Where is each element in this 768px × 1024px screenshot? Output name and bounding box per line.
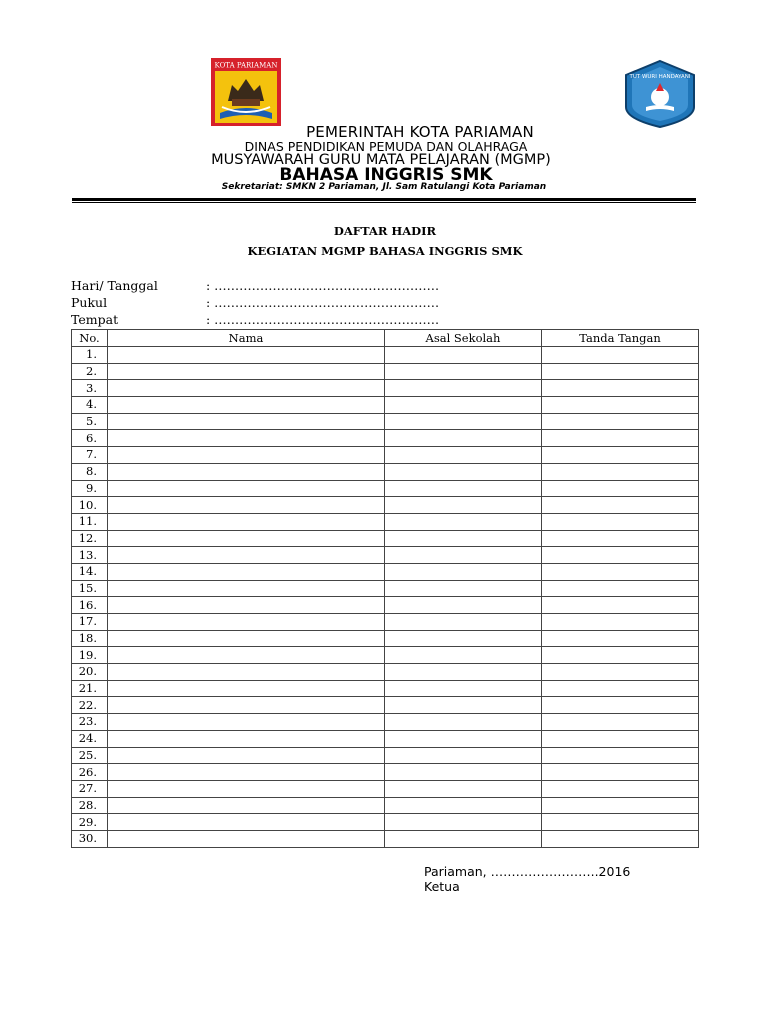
table-row <box>72 530 699 547</box>
name-cell[interactable] <box>108 480 385 497</box>
table-row <box>72 680 699 697</box>
row-number: 6. <box>72 430 108 447</box>
table-row <box>72 580 699 597</box>
field-label-place: Tempat <box>71 312 119 327</box>
school-cell[interactable] <box>385 714 542 731</box>
table-row <box>72 714 699 731</box>
school-cell[interactable] <box>385 830 542 847</box>
signature-cell[interactable] <box>542 747 699 764</box>
signature-cell[interactable] <box>542 630 699 647</box>
signature-cell[interactable] <box>542 697 699 714</box>
signature-cell[interactable] <box>542 597 699 614</box>
logo-house-base <box>232 99 260 106</box>
signature-cell[interactable] <box>542 814 699 831</box>
name-cell[interactable] <box>108 363 385 380</box>
header-rule-thick <box>72 198 696 201</box>
row-number: 19. <box>72 647 108 664</box>
name-cell[interactable] <box>108 597 385 614</box>
school-cell[interactable] <box>385 530 542 547</box>
table-row <box>72 397 699 414</box>
school-cell[interactable] <box>385 413 542 430</box>
field-value-date: : ……………………………………………… <box>206 278 440 293</box>
name-cell[interactable] <box>108 347 385 364</box>
table-row <box>72 830 699 847</box>
signature-cell[interactable] <box>542 764 699 781</box>
signature-cell[interactable] <box>542 480 699 497</box>
table-body <box>72 347 699 848</box>
table-row <box>72 447 699 464</box>
name-cell[interactable] <box>108 630 385 647</box>
name-cell[interactable] <box>108 830 385 847</box>
school-cell[interactable] <box>385 463 542 480</box>
table-row <box>72 413 699 430</box>
row-number: 7. <box>72 447 108 464</box>
row-number: 13. <box>72 547 108 564</box>
school-cell[interactable] <box>385 480 542 497</box>
header-rule-thin <box>72 202 696 203</box>
field-value-place: : ……………………………………………… <box>206 312 440 327</box>
logo-text: KOTA PARIAMAN <box>214 61 278 70</box>
signature-cell[interactable] <box>542 797 699 814</box>
column-header-school: Asal Sekolah <box>385 330 542 347</box>
table-row <box>72 463 699 480</box>
name-cell[interactable] <box>108 814 385 831</box>
signature-cell[interactable] <box>542 447 699 464</box>
signature-cell[interactable] <box>542 647 699 664</box>
signature-cell[interactable] <box>542 830 699 847</box>
school-cell[interactable] <box>385 513 542 530</box>
header-department: DINAS PENDIDIKAN PEMUDA DAN OLAHRAGA <box>244 139 528 154</box>
name-cell[interactable] <box>108 380 385 397</box>
row-number: 18. <box>72 630 108 647</box>
name-cell[interactable] <box>108 580 385 597</box>
school-cell[interactable] <box>385 347 542 364</box>
header-mgmp: MUSYAWARAH GURU MATA PELAJARAN (MGMP) <box>211 152 551 168</box>
school-cell[interactable] <box>385 680 542 697</box>
row-number: 25. <box>72 747 108 764</box>
school-cell[interactable] <box>385 747 542 764</box>
column-header-signature: Tanda Tangan <box>542 330 699 347</box>
table-row <box>72 480 699 497</box>
name-cell[interactable] <box>108 747 385 764</box>
name-cell[interactable] <box>108 664 385 681</box>
table-row <box>72 814 699 831</box>
name-cell[interactable] <box>108 563 385 580</box>
school-cell[interactable] <box>385 614 542 631</box>
name-cell[interactable] <box>108 797 385 814</box>
name-cell[interactable] <box>108 513 385 530</box>
school-cell[interactable] <box>385 647 542 664</box>
name-cell[interactable] <box>108 680 385 697</box>
school-cell[interactable] <box>385 697 542 714</box>
name-cell[interactable] <box>108 764 385 781</box>
document-title: DAFTAR HADIR <box>333 224 437 238</box>
signature-cell[interactable] <box>542 513 699 530</box>
name-cell[interactable] <box>108 497 385 514</box>
school-cell[interactable] <box>385 430 542 447</box>
school-cell[interactable] <box>385 563 542 580</box>
row-number: 28. <box>72 797 108 814</box>
row-number: 27. <box>72 780 108 797</box>
name-cell[interactable] <box>108 697 385 714</box>
header-secretariat: Sekretariat: SMKN 2 Pariaman, Jl. Sam Ratulangi Kota Pariaman <box>221 182 547 192</box>
school-cell[interactable] <box>385 764 542 781</box>
row-number: 10. <box>72 497 108 514</box>
name-cell[interactable] <box>108 413 385 430</box>
table-row <box>72 497 699 514</box>
tut-wuri-handayani-logo <box>620 59 700 129</box>
table-row <box>72 630 699 647</box>
row-number: 26. <box>72 764 108 781</box>
table-row <box>72 614 699 631</box>
school-cell[interactable] <box>385 580 542 597</box>
signature-role: Ketua <box>424 879 460 894</box>
school-cell[interactable] <box>385 597 542 614</box>
table-row <box>72 513 699 530</box>
header-government: PEMERINTAH KOTA PARIAMAN <box>306 123 534 141</box>
name-cell[interactable] <box>108 714 385 731</box>
table-row <box>72 647 699 664</box>
table-row <box>72 563 699 580</box>
school-cell[interactable] <box>385 730 542 747</box>
row-number: 21. <box>72 680 108 697</box>
field-value-time: : ……………………………………………… <box>206 295 440 310</box>
table-header-row <box>72 330 699 347</box>
table-row <box>72 780 699 797</box>
name-cell[interactable] <box>108 530 385 547</box>
school-cell[interactable] <box>385 547 542 564</box>
row-number: 30. <box>72 830 108 847</box>
column-header-no: No. <box>72 330 108 347</box>
row-number: 12. <box>72 530 108 547</box>
name-cell[interactable] <box>108 730 385 747</box>
name-cell[interactable] <box>108 614 385 631</box>
row-number: 11. <box>72 513 108 530</box>
table-row <box>72 347 699 364</box>
table-row <box>72 363 699 380</box>
column-header-name: Nama <box>108 330 385 347</box>
table-row <box>72 547 699 564</box>
row-number: 8. <box>72 463 108 480</box>
attendance-table <box>71 329 699 848</box>
school-cell[interactable] <box>385 814 542 831</box>
name-cell[interactable] <box>108 547 385 564</box>
logo-right-text: TUT WURI HANDAYANI <box>629 74 691 80</box>
table-row <box>72 430 699 447</box>
row-number: 3. <box>72 380 108 397</box>
name-cell[interactable] <box>108 397 385 414</box>
name-cell[interactable] <box>108 447 385 464</box>
signature-cell[interactable] <box>542 730 699 747</box>
header-subject: BAHASA INGGRIS SMK <box>279 165 493 185</box>
row-number: 16. <box>72 597 108 614</box>
signature-cell[interactable] <box>542 680 699 697</box>
signature-cell[interactable] <box>542 580 699 597</box>
row-number: 1. <box>72 347 108 364</box>
signature-cell[interactable] <box>542 780 699 797</box>
row-number: 15. <box>72 580 108 597</box>
table-row <box>72 764 699 781</box>
signature-cell[interactable] <box>542 563 699 580</box>
row-number: 24. <box>72 730 108 747</box>
row-number: 9. <box>72 480 108 497</box>
row-number: 22. <box>72 697 108 714</box>
signature-cell[interactable] <box>542 430 699 447</box>
row-number: 20. <box>72 664 108 681</box>
row-number: 14. <box>72 563 108 580</box>
signature-cell[interactable] <box>542 547 699 564</box>
school-cell[interactable] <box>385 497 542 514</box>
field-label-date: Hari/ Tanggal <box>71 278 158 293</box>
table-row <box>72 697 699 714</box>
name-cell[interactable] <box>108 780 385 797</box>
document-subtitle: KEGIATAN MGMP BAHASA INGGRIS SMK <box>247 244 523 258</box>
table-row <box>72 797 699 814</box>
table-row <box>72 664 699 681</box>
table-row <box>72 747 699 764</box>
school-cell[interactable] <box>385 664 542 681</box>
school-cell[interactable] <box>385 780 542 797</box>
school-cell[interactable] <box>385 363 542 380</box>
row-number: 2. <box>72 363 108 380</box>
table-row <box>72 730 699 747</box>
signature-cell[interactable] <box>542 530 699 547</box>
name-cell[interactable] <box>108 463 385 480</box>
row-number: 23. <box>72 714 108 731</box>
table-row <box>72 597 699 614</box>
signature-cell[interactable] <box>542 397 699 414</box>
signature-cell[interactable] <box>542 380 699 397</box>
name-cell[interactable] <box>108 430 385 447</box>
signature-cell[interactable] <box>542 347 699 364</box>
school-cell[interactable] <box>385 380 542 397</box>
signature-cell[interactable] <box>542 614 699 631</box>
row-number: 5. <box>72 413 108 430</box>
table-row <box>72 380 699 397</box>
school-cell[interactable] <box>385 397 542 414</box>
name-cell[interactable] <box>108 647 385 664</box>
kota-pariaman-logo <box>210 57 282 127</box>
field-label-time: Pukul <box>71 295 108 310</box>
school-cell[interactable] <box>385 797 542 814</box>
signature-cell[interactable] <box>542 363 699 380</box>
school-cell[interactable] <box>385 630 542 647</box>
signature-cell[interactable] <box>542 463 699 480</box>
signature-place-date: Pariaman, ……………………..2016 <box>424 864 631 879</box>
signature-cell[interactable] <box>542 664 699 681</box>
row-number: 29. <box>72 814 108 831</box>
signature-cell[interactable] <box>542 413 699 430</box>
school-cell[interactable] <box>385 447 542 464</box>
row-number: 4. <box>72 397 108 414</box>
signature-cell[interactable] <box>542 714 699 731</box>
row-number: 17. <box>72 614 108 631</box>
signature-cell[interactable] <box>542 497 699 514</box>
